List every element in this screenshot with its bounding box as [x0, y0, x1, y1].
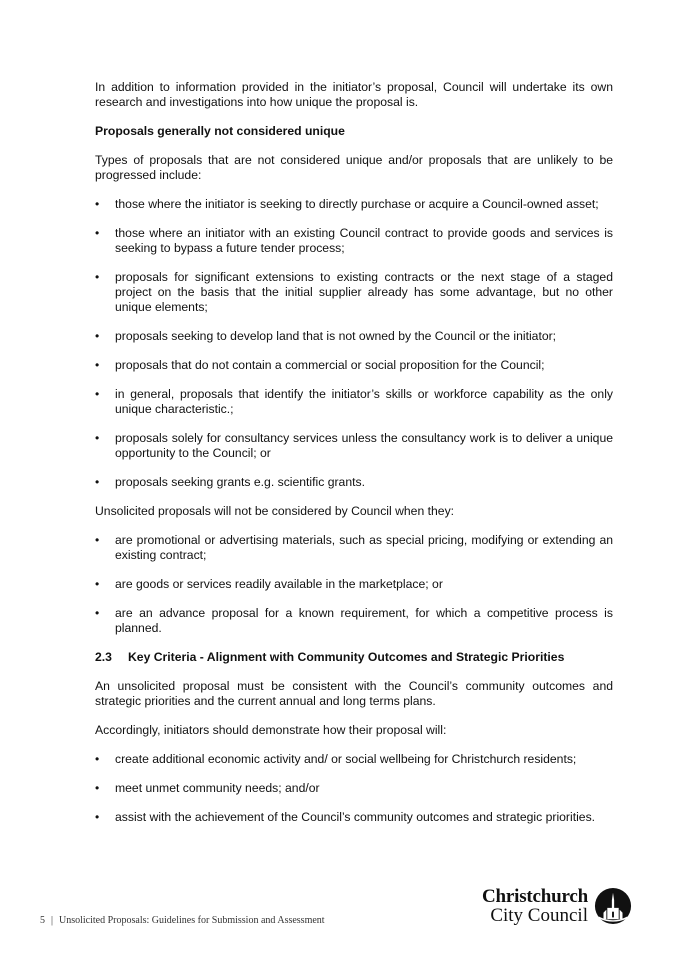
section-2-3-list: [95, 752, 613, 825]
list-item: • assist with the achievement of the Council’s community outcomes and strategic priorities.: [95, 810, 596, 824]
list-item: • create additional economic activity and/ or social wellbeing for Christchurch residents;: [95, 752, 577, 766]
bullet-icon: •: [95, 752, 100, 766]
page-footer: [40, 915, 325, 926]
list-item: • are an advance proposal for a known requirement, for which a competitive process is planned.: [95, 606, 613, 635]
section-2-3-lead: Accordingly, initiators should demonstrate how their proposal will:: [95, 723, 447, 737]
page-content: [95, 80, 613, 839]
section-2-3-heading: [95, 650, 613, 665]
list-item: • proposals that do not contain a commercial or social proposition for the Council;: [95, 358, 545, 372]
bullet-icon: •: [95, 197, 100, 211]
logo-line-1: Christchurch: [482, 886, 588, 907]
logo-line-2: City Council: [490, 905, 588, 926]
bullet-icon: •: [95, 533, 100, 547]
bullet-icon: •: [95, 358, 100, 372]
council-logo: [482, 887, 632, 925]
not-unique-lead: Types of proposals that are not considered unique and/or proposals that are unlikely to be progressed include:: [95, 153, 613, 182]
bullet-icon: •: [95, 781, 100, 795]
list-item: • in general, proposals that identify the initiator’s skills or workforce capability as the only unique characteristic.;: [95, 387, 613, 416]
footer-doc-title: Unsolicited Proposals: Guidelines for Submission and Assessment: [59, 915, 325, 926]
section-2-3-paragraph: An unsolicited proposal must be consistent with the Council’s community outcomes and strategic priorities and the current annual and long terms plans.: [95, 679, 613, 708]
list-item: • those where the initiator is seeking to directly purchase or acquire a Council-owned asset;: [95, 197, 599, 211]
bullet-icon: •: [95, 475, 100, 489]
intro-paragraph: In addition to information provided in the initiator’s proposal, Council will undertake its own research and investigations into how unique the proposal is.: [95, 80, 613, 109]
bullet-icon: •: [95, 577, 100, 591]
section-number: 2.3: [95, 650, 112, 664]
cathedral-emblem-icon: [594, 887, 632, 925]
not-unique-heading: Proposals generally not considered unique: [95, 124, 345, 138]
list-item: • those where an initiator with an existing Council contract to provide goods and services is seeking to bypass a future tender process;: [95, 226, 613, 255]
list-item: • proposals seeking to develop land that is not owned by the Council or the initiator;: [95, 329, 557, 343]
bullet-icon: •: [95, 387, 100, 401]
list-item: • are promotional or advertising materials, such as special pricing, modifying or extending an existing contract;: [95, 533, 613, 562]
bullet-icon: •: [95, 606, 100, 620]
list-item: • are goods or services readily available in the marketplace; or: [95, 577, 443, 591]
section-title: Key Criteria - Alignment with Community Outcomes and Strategic Priorities: [128, 650, 565, 664]
list-item: • proposals for significant extensions to existing contracts or the next stage of a staged project on the basis that the initial supplier already has some advantage, but no other unique elements;: [95, 270, 613, 314]
bullet-icon: •: [95, 226, 100, 240]
bullet-icon: •: [95, 810, 100, 824]
list-item: • meet unmet community needs; and/or: [95, 781, 320, 795]
not-considered-lead: Unsolicited proposals will not be considered by Council when they:: [95, 504, 455, 518]
not-considered-list: [95, 533, 613, 636]
bullet-icon: •: [95, 329, 100, 343]
not-unique-list: [95, 197, 613, 490]
bullet-icon: •: [95, 270, 100, 284]
list-item: • proposals seeking grants e.g. scientific grants.: [95, 475, 365, 489]
bullet-icon: •: [95, 431, 100, 445]
logo-text: [482, 887, 588, 925]
list-item: • proposals solely for consultancy services unless the consultancy work is to deliver a unique opportunity to the Council; or: [95, 431, 613, 460]
footer-separator: |: [51, 915, 54, 926]
page-number: 5: [40, 915, 45, 926]
